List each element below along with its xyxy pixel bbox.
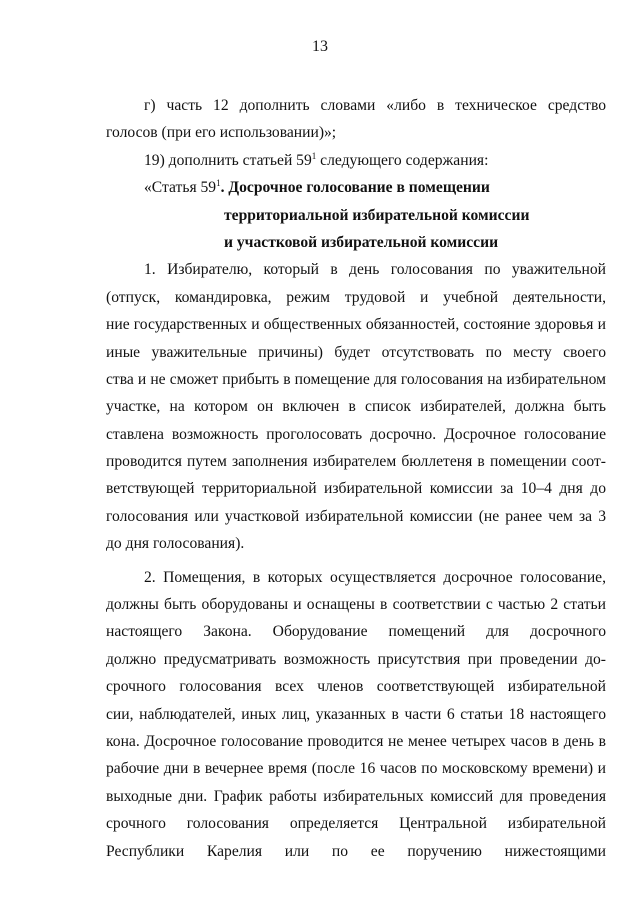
paragraph-2-line: кона. Досрочное голосование проводится не менее четырех часов в день в [106, 732, 606, 750]
paragraph-1-line: ветствующей территориальной избирательной комиссии за 10–4 дня до [106, 480, 606, 498]
article-title-line-1: . Досрочное голосование в помещении [220, 179, 490, 197]
document-body [106, 92, 606, 865]
paragraph-1-line: до дня голосования). [106, 535, 245, 553]
paragraph-1-line: (отпуск, командировка, режим трудовой и учебной деятельности, [106, 288, 606, 306]
paragraph-2-line: Республики Карелия или по ее поручению нижестоящими [106, 842, 606, 860]
paragraph-2-line: срочного голосования определяется Центральной избирательной [106, 815, 606, 833]
item-19-superscript: 1 [311, 150, 317, 161]
item-19-suffix: следующего содержания: [316, 151, 489, 169]
paragraph-2-line: выходные дни. График работы избирательных комиссий для проведения [106, 787, 606, 805]
paragraph-1-line: ставлена возможность проголосовать досрочно. Досрочное голосование [106, 425, 606, 443]
paragraph-2-line: сии, наблюдателей, иных лиц, указанных в части 6 статьи 18 настоящего [106, 705, 606, 723]
article-prefix: «Статья 59 [144, 179, 217, 197]
item-g-line-2: голосов (при его использовании)»; [106, 124, 337, 142]
item-19-prefix: 19) дополнить статьей 59 [144, 151, 312, 169]
paragraph-1-line: проводится путем заполнения избирателем бюллетеня в помещении соот- [106, 453, 606, 471]
item-19 [106, 147, 606, 174]
paragraph-1-line: 1. Избирателю, который в день голосования по уважительной [144, 261, 606, 279]
article-title-line-3: и участковой избирательной комиссии [224, 233, 499, 251]
paragraph-1 [106, 256, 606, 557]
paragraph-2-line: настоящего Закона. Оборудование помещений для досрочного [106, 623, 606, 641]
paragraph-1-line: иные уважительные причины) будет отсутствовать по месту своего [106, 343, 606, 361]
article-heading [106, 174, 606, 201]
paragraph-2-line: срочного голосования всех членов соответствующей избирательной [106, 678, 606, 696]
article-superscript: 1 [216, 178, 221, 189]
paragraph-2-line: должны быть оборудованы и оснащены в соответствии с частью 2 статьи [106, 596, 606, 614]
paragraph-2 [106, 564, 606, 865]
paragraph-2-line: должно предусматривать возможность присутствия при проведении до- [106, 650, 606, 668]
paragraph-1-line: голосования или участковой избирательной комиссии (не ранее чем за 3 [106, 507, 606, 525]
paragraph-2-line: рабочие дни в вечернее время (после 16 часов по московскому времени) и [106, 760, 606, 778]
paragraph-2-line: 2. Помещения, в которых осуществляется досрочное голосование, [144, 568, 606, 586]
article-title-line-2: территориальной избирательной комиссии [224, 206, 530, 224]
item-g-line-1: г) часть 12 дополнить словами «либо в техническое средство [144, 97, 606, 114]
paragraph-1-line: ние государственных и общественных обязанностей, состояние здоровья и [106, 316, 606, 334]
paragraph-1-line: ства и не сможет прибыть в помещение для голосования на избирательном [106, 370, 606, 388]
page-number: 13 [312, 38, 328, 55]
paragraph-1-line: участке, на котором он включен в список избирателей, должна быть [106, 398, 606, 416]
